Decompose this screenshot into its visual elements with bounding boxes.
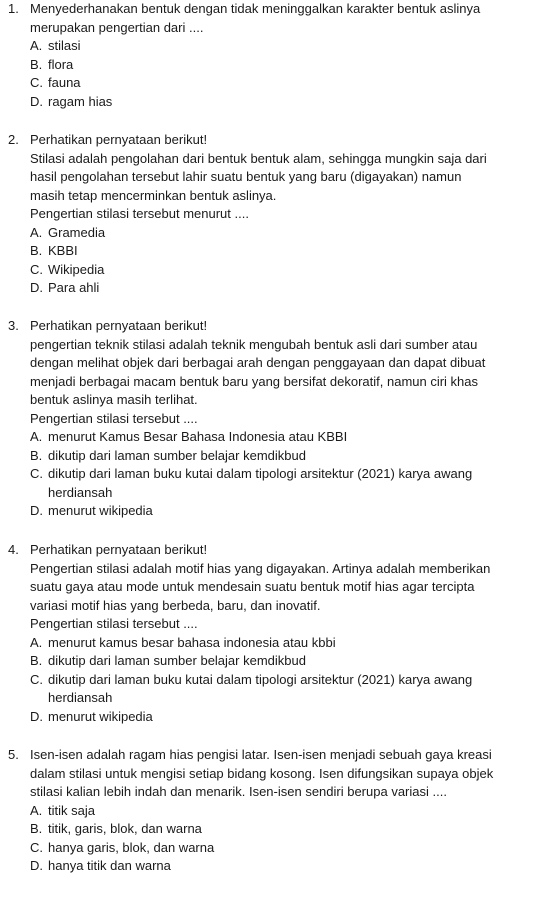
- option-text: menurut Kamus Besar Bahasa Indonesia atau KBBI: [48, 429, 348, 444]
- option-letter: D.: [30, 503, 43, 518]
- question-text: Stilasi adalah pengolahan dari bentuk bentuk alam, sehingga mungkin saja dari: [30, 150, 487, 166]
- question-text: Pengertian stilasi adalah motif hias yang digayakan. Artinya adalah memberikan: [30, 560, 491, 576]
- option-c[interactable]: [30, 74, 540, 93]
- option-letter: B.: [30, 243, 43, 258]
- option-letter: A.: [30, 38, 43, 53]
- option-text: KBBI: [48, 243, 78, 258]
- question-text: pengertian teknik stilasi adalah teknik mengubah bentuk asli dari sumber atau: [30, 336, 478, 352]
- question-number: 4.: [8, 542, 19, 557]
- option-text: fauna: [48, 75, 81, 90]
- option-text: titik saja: [48, 802, 95, 818]
- option-d[interactable]: [30, 502, 540, 521]
- option-letter: B.: [30, 56, 43, 72]
- option-text: ragam hias: [48, 93, 113, 109]
- option-text: hanya titik dan warna: [48, 858, 171, 873]
- option-letter: B.: [30, 447, 43, 463]
- question-3: [0, 317, 540, 521]
- question-text: stilasi kalian lebih indah dan menarik. Isen-isen sendiri berupa variasi ....: [30, 784, 447, 799]
- option-d[interactable]: [30, 93, 540, 112]
- option-letter: A.: [30, 634, 43, 650]
- question-text: bentuk aslinya masih terlihat.: [30, 392, 198, 407]
- option-letter: C.: [30, 466, 43, 481]
- option-text: menurut kamus besar bahasa indonesia atau kbbi: [48, 634, 336, 650]
- option-d[interactable]: [30, 279, 540, 298]
- question-text: menjadi berbagai macam bentuk baru yang bersifat dekoratif, namun ciri khas: [30, 373, 479, 389]
- question-text: dengan melihat objek dari berbagai arah dengan penggayaan dan dapat dibuat: [30, 355, 486, 370]
- question-text: Perhatikan pernyataan berikut!: [30, 318, 208, 333]
- option-text: titik, garis, blok, dan warna: [48, 821, 202, 836]
- question-text: Menyederhanakan bentuk dengan tidak meninggalkan karakter bentuk aslinya: [30, 1, 481, 16]
- option-letter: C.: [30, 75, 43, 90]
- question-number: 5.: [8, 747, 19, 762]
- option-text: Para ahli: [48, 280, 100, 295]
- option-d[interactable]: [30, 857, 540, 876]
- option-b[interactable]: [30, 820, 540, 839]
- option-text: herdiansah: [48, 484, 113, 500]
- option-b[interactable]: [30, 242, 540, 261]
- option-text: herdiansah: [48, 690, 113, 705]
- option-c[interactable]: [30, 839, 540, 858]
- option-letter: C.: [30, 839, 43, 855]
- question-2: [0, 131, 540, 298]
- question-5: [0, 746, 540, 876]
- option-text: stilasi: [48, 38, 81, 53]
- option-text: Wikipedia: [48, 261, 105, 277]
- option-text: hanya garis, blok, dan warna: [48, 839, 215, 855]
- option-text: menurut wikipedia: [48, 503, 153, 518]
- question-text: hasil pengolahan tersebut lahir suatu bentuk yang baru (digayakan) namun: [30, 169, 462, 184]
- option-letter: D.: [30, 708, 43, 724]
- option-a[interactable]: [30, 634, 540, 653]
- question-text: suatu gaya atau mode untuk mendesain suatu bentuk motif hias agar tercipta: [30, 579, 475, 594]
- option-b[interactable]: [30, 447, 540, 466]
- option-text: Gramedia: [48, 224, 106, 240]
- question-text: Perhatikan pernyataan berikut!: [30, 132, 208, 147]
- option-letter: A.: [30, 224, 43, 240]
- option-a[interactable]: [30, 802, 540, 821]
- option-c[interactable]: [30, 671, 540, 708]
- option-letter: C.: [30, 671, 43, 687]
- option-c[interactable]: [30, 465, 540, 502]
- option-a[interactable]: [30, 224, 540, 243]
- option-letter: B.: [30, 821, 43, 836]
- question-text: masih tetap mencerminkan bentuk aslinya.: [30, 187, 277, 203]
- option-d[interactable]: [30, 708, 540, 727]
- option-letter: A.: [30, 429, 43, 444]
- option-text: flora: [48, 56, 74, 72]
- option-text: dikutip dari laman buku kutai dalam tipologi arsitektur (2021) karya awang: [48, 671, 473, 687]
- option-a[interactable]: [30, 428, 540, 447]
- option-b[interactable]: [30, 56, 540, 75]
- option-text: dikutip dari laman buku kutai dalam tipologi arsitektur (2021) karya awang: [48, 466, 473, 481]
- option-b[interactable]: [30, 652, 540, 671]
- question-1: [0, 0, 540, 111]
- option-letter: C.: [30, 261, 43, 277]
- question-text: Isen-isen adalah ragam hias pengisi latar. Isen-isen menjadi sebuah gaya kreasi: [30, 747, 492, 762]
- question-text: Pengertian stilasi tersebut ....: [30, 616, 198, 631]
- question-number: 2.: [8, 132, 19, 147]
- option-letter: A.: [30, 802, 43, 818]
- question-number: 3.: [8, 318, 19, 333]
- option-c[interactable]: [30, 261, 540, 280]
- question-text: variasi motif hias yang berbeda, baru, dan inovatif.: [30, 597, 321, 613]
- option-letter: B.: [30, 653, 43, 668]
- question-text: merupakan pengertian dari ....: [30, 19, 204, 35]
- question-text: dalam stilasi untuk mengisi setiap bidang kosong. Isen difungsikan supaya objek: [30, 765, 494, 781]
- question-text: Perhatikan pernyataan berikut!: [30, 542, 208, 557]
- question-number: 1.: [8, 1, 19, 16]
- option-letter: D.: [30, 280, 43, 295]
- option-text: dikutip dari laman sumber belajar kemdikbud: [48, 653, 306, 668]
- option-text: menurut wikipedia: [48, 708, 153, 724]
- option-text: dikutip dari laman sumber belajar kemdikbud: [48, 447, 306, 463]
- question-text: Pengertian stilasi tersebut menurut ....: [30, 206, 249, 221]
- question-text: Pengertian stilasi tersebut ....: [30, 410, 198, 426]
- option-letter: D.: [30, 93, 43, 109]
- option-a[interactable]: [30, 37, 540, 56]
- question-4: [0, 541, 540, 726]
- option-letter: D.: [30, 858, 43, 873]
